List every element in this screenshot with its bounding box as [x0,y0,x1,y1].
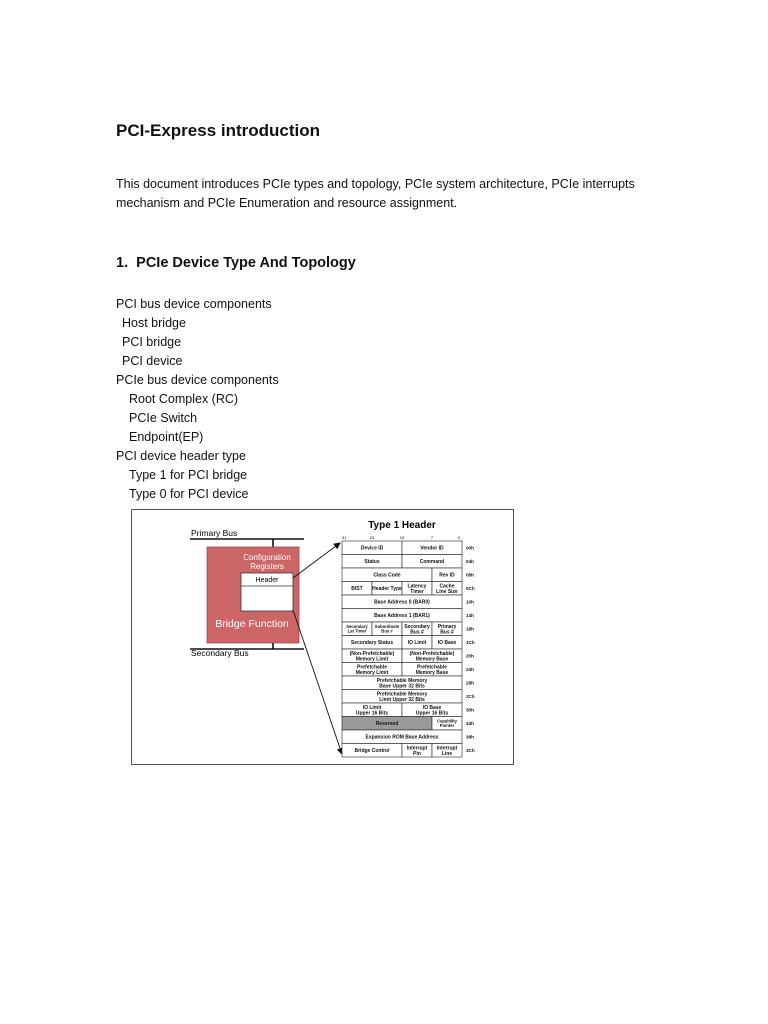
register-cell-label: Reserved [375,721,399,728]
register-cell-label: Bridge Control [354,748,390,755]
outline-item: Host bridge [122,316,186,330]
header-label: Header [255,577,279,584]
outline-item: PCI device header type [116,449,246,463]
register-cell-label: Secondary Status [350,640,394,647]
register-cell-label: Cache Line Size [436,583,458,595]
register-cell-label: Base Address 1 (BAR1) [374,613,430,620]
arrow-to-table-top [293,543,340,578]
outline-item: Type 0 for PCI device [129,487,249,501]
register-cell-label: Prefetchable Memory Base Upper 32 Bits [376,678,428,690]
register-cell-label: Interrupt Pin [406,745,428,757]
section-title: PCIe Device Type And Topology [136,255,356,271]
register-offset: 04h [466,558,474,564]
intro-paragraph: This document introduces PCIe types and topology, PCIe system architecture, PCIe interrupts mechanism and PCIe Enumeration and resource assignment. [116,177,635,210]
bit-label: 7 [430,535,434,540]
register-offset: 34h [466,720,474,726]
register-cell-label: IO Limit [407,640,427,647]
page-title: PCI-Express introduction [116,121,321,140]
outline-item: PCI bridge [122,335,182,349]
register-cell-label: Class Code [373,572,401,579]
config-registers-label-2: Registers [250,562,284,571]
bit-label: 15 [399,535,405,540]
register-offset: 28h [466,680,474,686]
table-title: Type 1 Header [368,520,436,531]
register-cell-label: BIST [351,586,363,593]
outline-list [116,295,279,504]
register-cell-label: Subordinate Bus # [374,624,400,634]
register-offset: 00h [466,545,474,551]
outline-item: PCIe bus device components [116,373,279,387]
register-offset: 3Ch [466,747,475,753]
register-offset: 20h [466,653,474,659]
register-cell-label: Secondary Lat Timer [346,624,368,634]
outline-item: Type 1 for PCI bridge [129,468,248,482]
bit-label: 31 [342,535,347,540]
register-cell-label: IO Limit Upper 16 Bits [355,705,389,717]
register-offset: 14h [466,612,474,618]
register-offset: 38h [466,734,474,740]
register-offset: 1Ch [466,639,475,645]
config-registers-label-1: Configuration [243,553,291,562]
register-cell-label: Command [419,559,445,566]
type1-header-diagram [132,510,513,764]
outline-item: PCI bus device components [116,297,272,311]
register-cell-label: Secondary Bus # [404,624,430,636]
outline-item: PCI device [122,354,183,368]
register-table [342,541,475,757]
register-offset: 0Ch [466,585,475,591]
register-cell-label: Expansion ROM Base Address [365,734,439,741]
register-cell-label: Header Type [372,586,402,593]
register-offset: 24h [466,666,474,672]
bit-label: 0 [457,535,460,540]
register-cell-label: Capability Pointer [436,718,458,729]
register-offset: 10h [466,599,474,605]
pci-bridge-figure [131,509,514,765]
register-offset: 2Ch [466,693,475,699]
register-cell-label: Rev ID [439,572,455,579]
register-cell-label: Prefetchable Memory Base [415,664,449,676]
bit-label: 23 [369,535,375,540]
register-cell-label: Primary Bus # [437,624,457,636]
bridge-function-label: Bridge Function [215,618,289,630]
register-cell-label: Vendor ID [420,545,444,552]
register-offset: 30h [466,707,474,713]
register-cell-label: Base Address 0 (BAR0) [374,599,430,606]
arrow-to-table-bottom [293,610,342,754]
register-cell-label: (Non-Prefetchable) Memory Limit [349,651,395,663]
primary-bus-label: Primary Bus [191,528,238,538]
bit-labels [342,535,461,540]
section-number: 1. [116,255,129,271]
outline-item: Root Complex (RC) [129,392,239,406]
register-cell-label: (Non-Prefetchable) Memory Base [409,651,455,663]
register-cell-label: IO Base Upper 16 Bits [415,705,449,717]
outline-item: PCIe Switch [129,411,198,425]
outline-item: Endpoint(EP) [129,430,204,444]
register-cell-label: IO Base [437,640,457,647]
register-cell-label: Status [364,559,380,566]
register-offset: 18h [466,626,474,632]
register-cell-label: Prefetchable Memory Limit Upper 32 Bits [376,691,428,703]
register-offset: 08h [466,572,474,578]
register-cell-label: Interrupt Line [436,745,458,757]
register-cell-label: Latency Timer [407,583,427,595]
secondary-bus-label: Secondary Bus [191,648,249,658]
register-cell-label: Device ID [360,545,384,552]
register-cell-label: Prefetchable Memory Limit [355,664,389,676]
section-heading [116,255,356,271]
